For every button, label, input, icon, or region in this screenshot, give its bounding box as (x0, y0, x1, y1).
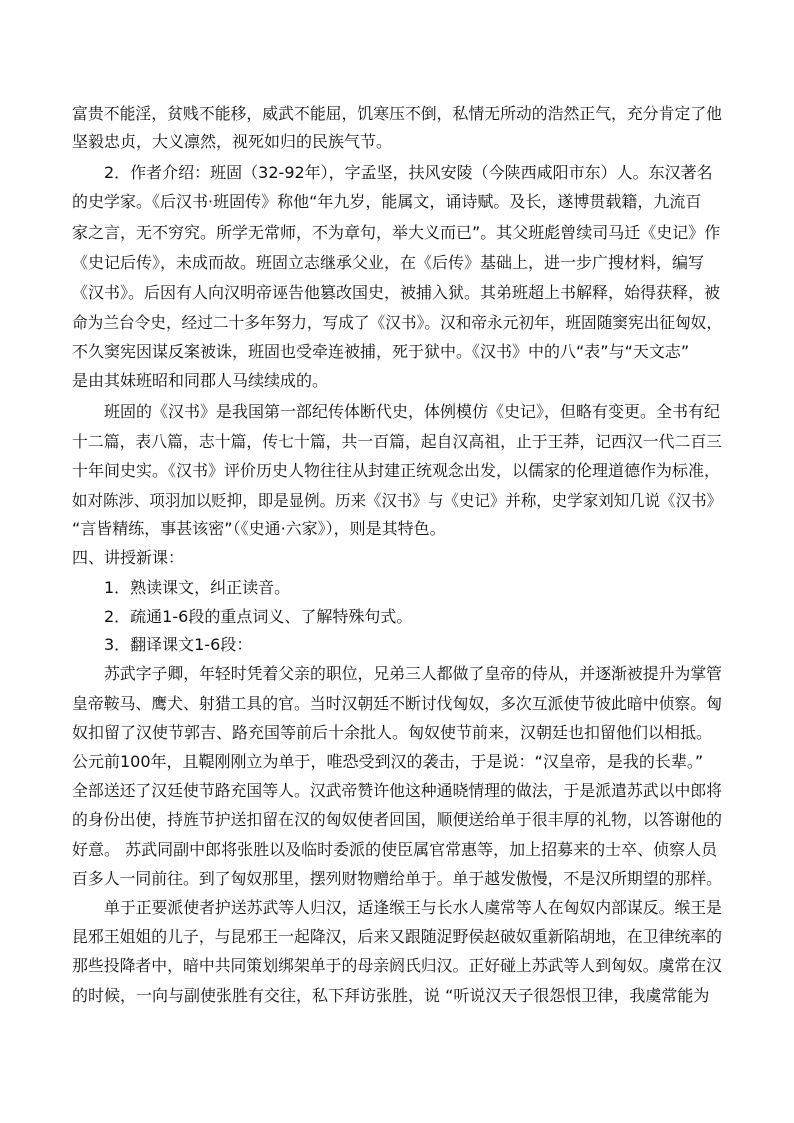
list-item: 2．疏通1-6段的重点词义、了解特殊句式。 (104, 607, 413, 626)
text-line: 好意。 苏武同副中郎将张胜以及临时委派的使臣属官常惠等，加上招募来的士卒、侦察人员 (72, 840, 718, 859)
text-line: 是由其妹班昭和同郡人马续续成的。 (72, 371, 329, 390)
text-line: 《史记后传》，未成而故。班固立志继承父业，在《后传》基础上，进一步广搜材料，编写 (72, 253, 705, 272)
section-heading: 四、讲授新课： (72, 548, 185, 567)
text-line: “言皆精练，事甚该密”（《史通·六家》），则是其特色。 (72, 519, 446, 538)
text-line: 班固的《汉书》是我国第一部纪传体断代史，体例模仿《史记》，但略有变更。全书有纪 (104, 402, 721, 421)
text-line: 苏武字子卿，年轻时凭着父亲的职位，兄弟三人都做了皇帝的侍从，并逐渐被提升为掌管 (104, 664, 723, 683)
text-line: 的时候，一向与副使张胜有交往，私下拜访张胜，说 “听说汉天子很怨恨卫律，我虞常能为 (72, 986, 710, 1005)
text-line: 家之言，无不穷究。所学无常师，不为章句，举大义而已”。其父班彪曾续司马迁《史记》作 (72, 223, 721, 242)
text-line: 全部送还了汉廷使节路充国等人。汉武帝赞许他这种通晓情理的做法，于是派遣苏武以中郎将 (72, 781, 723, 800)
text-line: 百多人一同前往。到了匈奴那里，摆列财物赠给单于。单于越发傲慢，不是汉所期望的那样。 (72, 869, 723, 888)
text-line: 十年间史实。《汉书》评价历史人物往往从封建正统观念出发，以儒家的伦理道德作为标准， (72, 461, 721, 480)
text-line: 2．作者介绍：班固（32-92年），字孟坚，扶风安陵（今陕西咸阳市东）人。东汉著名 (104, 163, 713, 182)
text-line: 不久窦宪因谋反案被诛，班固也受牵连被捕，死于狱中。《汉书》中的八“表”与“天文志” (72, 342, 690, 361)
text-line: 奴扣留了汉使节郭吉、路充国等前后十余批人。匈奴使节前来，汉朝廷也扣留他们以相抵。 (72, 723, 713, 742)
list-item: 3．翻译课文1-6段： (104, 635, 253, 654)
text-line: 那些投降者中，暗中共同策划绑架单于的母亲阏氏归汉。正好碰上苏武等人到匈奴。虞常在汉 (72, 956, 723, 975)
list-item: 1．熟读课文，纠正读音。 (104, 578, 291, 597)
text-line: 《汉书》。后因有人向汉明帝诬告他篡改国史，被捕入狱。其弟班超上书解释，始得获释，被 (72, 283, 721, 302)
text-line: 坚毅忠贞，大义凛然，视死如归的民族气节。 (72, 132, 393, 151)
text-line: 如对陈涉、项羽加以贬抑，即是显例。历来《汉书》与《史记》并称，史学家刘知几说《汉书》 (72, 491, 723, 510)
text-line: 的身份出使，持旌节护送扣留在汉的匈奴使者回国，顺便送给单于很丰厚的礼物，以答谢他的 (72, 810, 723, 829)
text-line: 皇帝鞍马、鹰犬、射猎工具的官。当时汉朝廷不断讨伐匈奴，多次互派使节彼此暗中侦察。匈 (72, 694, 723, 713)
text-line: 富贵不能淫，贫贱不能移，威武不能屈，饥寒压不倒，私情无所动的浩然正气，充分肯定了他 (72, 104, 723, 123)
text-line: 昆邪王姐姐的儿子，与昆邪王一起降汉，后来又跟随浞野侯赵破奴重新陷胡地，在卫律统率的 (72, 927, 723, 946)
text-line: 的史学家。《后汉书·班固传》称他“年九岁，能属文，诵诗赋。及长，遂博贯载籍，九流百 (72, 192, 702, 211)
text-line: 单于正要派使者护送苏武等人归汉，适逢缑王与长水人虞常等人在匈奴内部谋反。缑王是 (104, 898, 723, 917)
text-line: 命为兰台令史，经过二十多年努力，写成了《汉书》。汉和帝永元初年，班固随窦宪出征匈奴， (72, 313, 723, 332)
text-line: 公元前100年，且鞮刚刚立为单于，唯恐受到汉的袭击，于是说：“汉皇帝，是我的长辈。” (72, 752, 704, 771)
text-line: 十二篇，表八篇，志十篇，传七十篇，共一百篇，起自汉高祖，止于王莽，记西汉一代二百三 (72, 432, 723, 451)
